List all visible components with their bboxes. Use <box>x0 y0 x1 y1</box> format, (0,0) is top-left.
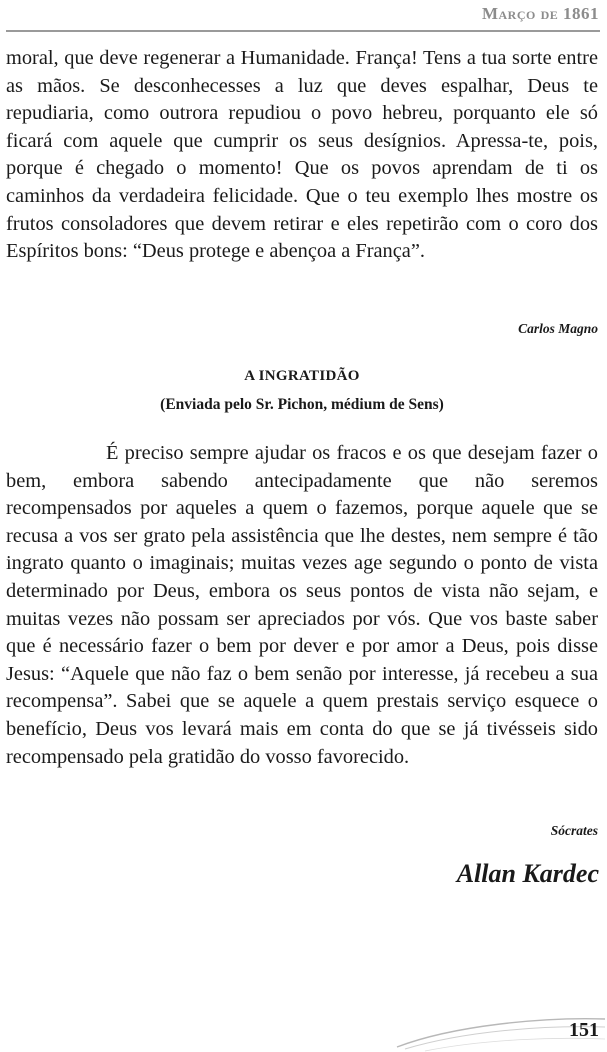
paragraph-continuation: moral, que deve regenerar a Humanidade. França! Tens a tua sorte entre as mãos. Se desconhecesses a luz que deves espalhar, Deus te repudiaria, como outrora repudiou o povo hebreu, porquanto ele só ficará com aquele que cumprir os seus desígnios. Apressa-te, pois, porque é chegado o momento! Que os povos aprendam de ti os caminhos da verdadeira felicidade. Que o teu exemplo lhes mostre os frutos consoladores que devem retirar e eles repetirão com o coro dos Espíritos bons: “Deus protege e abençoa a França”. <box>6 47 598 263</box>
section-subtitle: (Enviada pelo Sr. Pichon, médium de Sens) <box>160 396 444 413</box>
page-number: 151 <box>569 1019 599 1041</box>
signature-carlos-magno: Carlos Magno <box>518 321 598 336</box>
paragraph-ingratidao: É preciso sempre ajudar os fracos e os que desejam fazer o bem, embora sabendo antecipadamente que não seremos recompensados por aqueles a quem o fazemos, porque aquele que se recusa a vos ser grato pela assistência que lhe destes, nem sempre é tão ingrato quanto o imaginais; muitas vezes age segundo o ponto de vista determinado por Deus, embora os seus pontos de vista não sejam, e muitas vezes não possam ser apreciados por vós. Que vos baste saber que é necessário fazer o bem por dever e por amor a Deus, pois disse Jesus: “Aquele que não faz o bem senão por interesse, já recebeu a sua recompensa”. Sabei que se aquele a quem prestais serviço esquece o benefício, Deus vos levará mais em conta do que se já tivésseis sido recompensado pela gratidão do vosso favorecido. <box>6 442 598 768</box>
signature-socrates: Sócrates <box>550 823 598 838</box>
running-header: Março de 1861 <box>481 4 599 23</box>
author-signature: Allan Kardec <box>456 859 599 888</box>
header-rule <box>6 30 600 32</box>
section-title: A INGRATIDÃO <box>244 368 360 384</box>
